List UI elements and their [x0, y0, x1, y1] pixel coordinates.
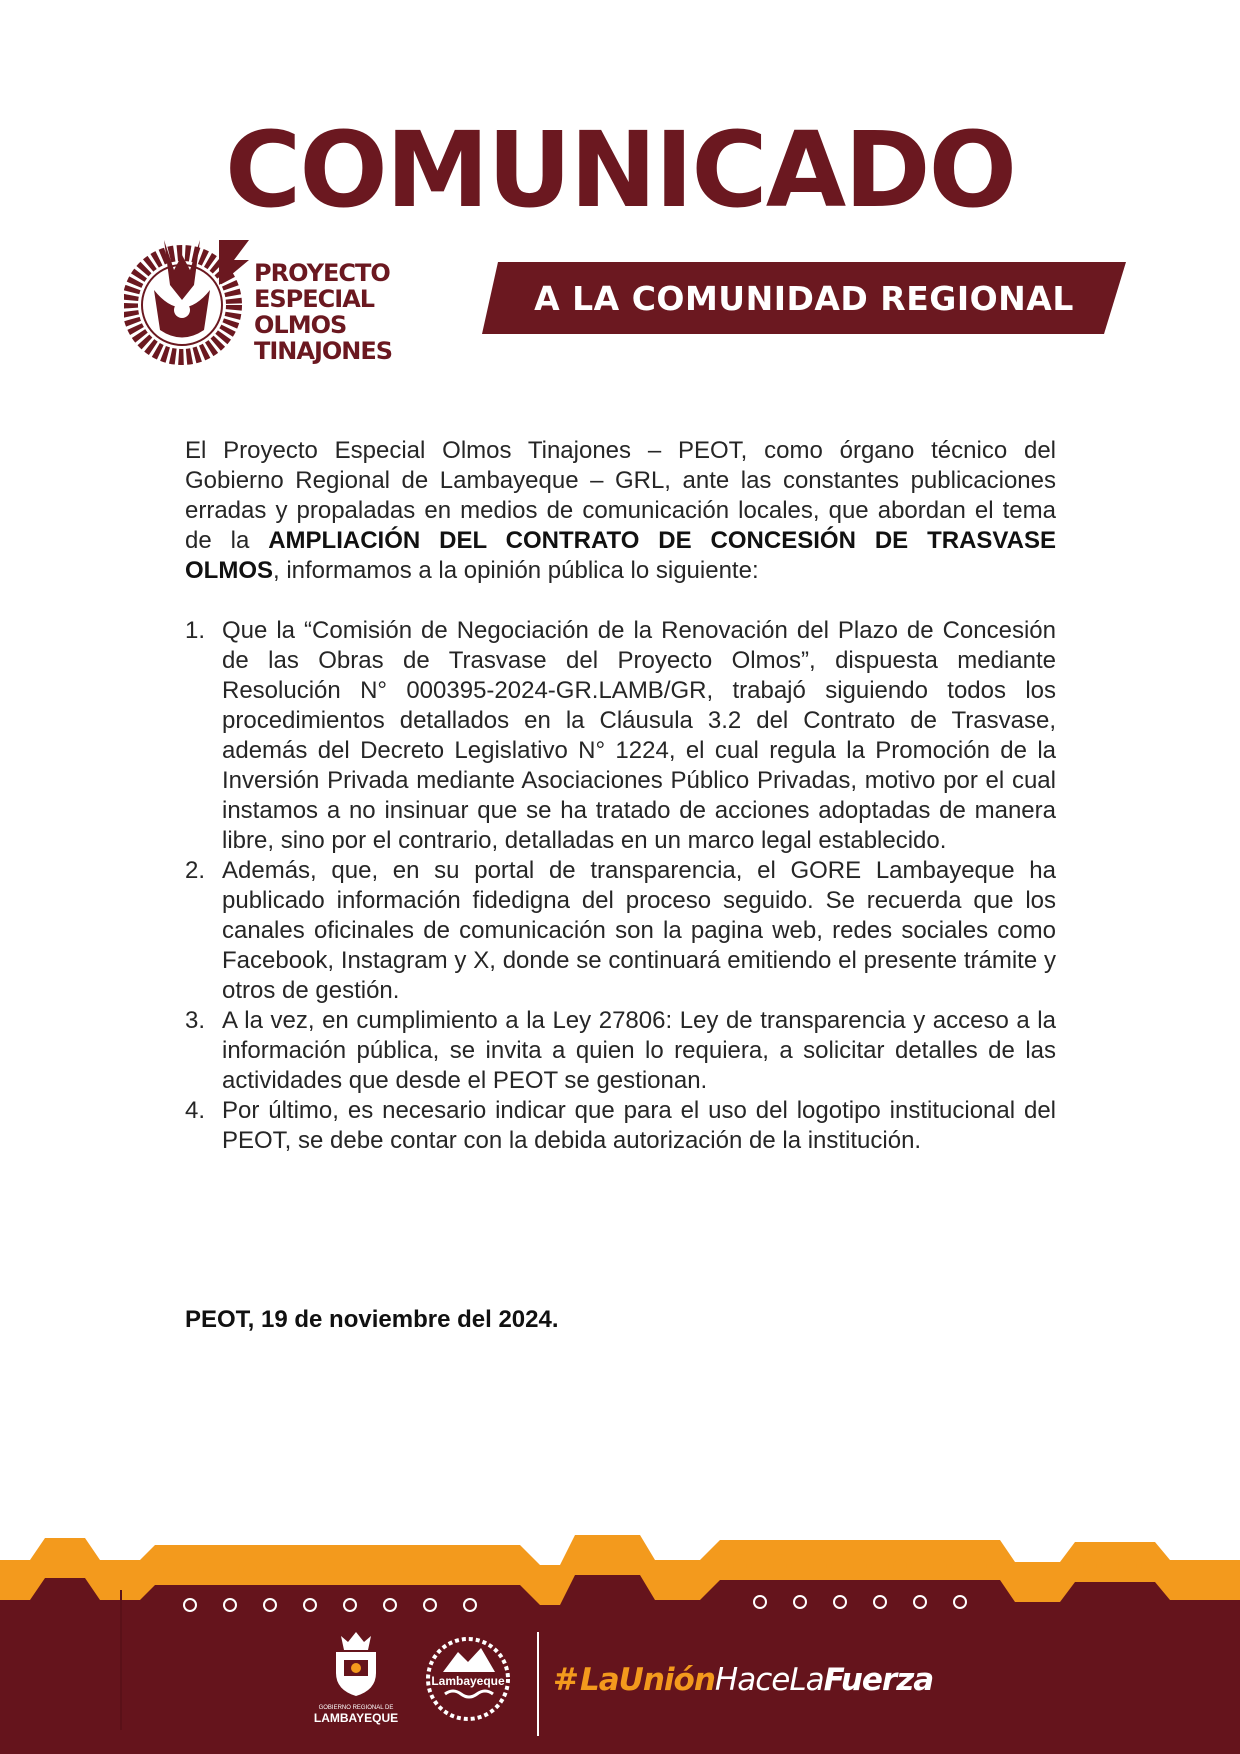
- list-item: [185, 1096, 1056, 1156]
- lambayeque-logo-text: Lambayeque: [431, 1674, 505, 1688]
- hashtag-hace: Hace: [714, 1662, 790, 1698]
- item-text: Además, que, en su portal de transparencia, el GORE Lambayeque ha publicado información fidedigna del proceso seguido. Se recuerda que los canales oficinales de comunicación son la pagina web, redes sociales como Facebook, Instagram y X, donde se continuará emitiendo el presente trámite y otros de gestión.: [222, 857, 1056, 1004]
- signature-date: PEOT, 19 de noviembre del 2024.: [185, 1306, 559, 1333]
- hashtag-fuerza: Fuerza: [823, 1662, 934, 1698]
- logo-wordmark: [254, 260, 474, 364]
- communique-body: [185, 436, 1056, 1156]
- hashtag-union: Unión: [618, 1662, 715, 1698]
- item-number: 1.: [185, 617, 206, 644]
- item-number: 2.: [185, 857, 206, 884]
- item-number: 3.: [185, 1007, 206, 1034]
- banner-text: A LA COMUNIDAD REGIONAL: [534, 278, 1074, 318]
- lambayeque-logo: [423, 1634, 513, 1724]
- hashtag-la: La: [579, 1662, 619, 1698]
- intro-bold: AMPLIACIÓN DEL CONTRATO DE CONCESIÓN DE TRASVASE OLMOS: [185, 527, 1056, 584]
- peot-logo: [124, 230, 474, 365]
- audience-banner: [482, 262, 1126, 334]
- item-text: Que la “Comisión de Negociación de la Renovación del Plazo de Concesión de las Obras de Trasvase del Proyecto Olmos”, dispuesta mediante Resolución N° 000395-2024-GR.LAMB/GR, trabajó siguiendo todos los procedimientos detallados en la Cláusula 3.2 del Contrato de Trasvase, además del Decreto Legislativo N° 1224, el cual regula la Promoción de la Inversión Privada mediante Asociaciones Público Privadas, motivo por el cual instamos a no insinuar que se ha tratado de acciones adoptadas de manera libre, sino por el contrario, detalladas en un marco legal establecido.: [222, 617, 1056, 854]
- item-number: 4.: [185, 1097, 206, 1124]
- gr-big-text: LAMBAYEQUE: [313, 1711, 399, 1725]
- hashtag-la-2: La: [789, 1662, 824, 1698]
- hashtag-slogan: [553, 1662, 933, 1698]
- page-title: COMUNICADO: [225, 109, 1015, 231]
- gobierno-regional-logo: [310, 1628, 402, 1725]
- list-item: [185, 616, 1056, 856]
- item-text: A la vez, en cumplimiento a la Ley 27806: Ley de transparencia y acceso a la información pública, se invita a quien lo requiera, a solicitar detalles de las actividades que desde el PEOT se gestionan.: [222, 1007, 1056, 1094]
- gr-small-text: GOBIERNO REGIONAL DE: [318, 1705, 394, 1711]
- logo-line-1: PROYECTO ESPECIAL: [254, 259, 390, 313]
- points-list: [185, 616, 1056, 1156]
- footer: [0, 1500, 1240, 1754]
- coat-of-arms-icon: [326, 1628, 386, 1698]
- hash-symbol: #: [553, 1662, 578, 1698]
- footer-divider: [537, 1632, 539, 1736]
- logo-line-2: OLMOS TINAJONES: [254, 311, 393, 365]
- footer-decoration: [0, 1500, 1240, 1754]
- list-item: [185, 856, 1056, 1006]
- item-text: Por último, es necesario indicar que para el uso del logotipo institucional del PEOT, se debe contar con la debida autorización de la institución.: [222, 1097, 1056, 1154]
- intro-text-2: , informamos a la opinión pública lo siguiente:: [273, 557, 759, 584]
- list-item: [185, 1006, 1056, 1096]
- intro-text-1: El Proyecto Especial Olmos Tinajones – PEOT, como órgano técnico del Gobierno Regional de Lambayeque – GRL, ante las constantes publicaciones erradas y propaladas en medios de comunicación locales, que abordan el tema de la: [185, 437, 1056, 554]
- peot-seal-icon: [124, 230, 254, 365]
- intro-paragraph: [185, 436, 1056, 586]
